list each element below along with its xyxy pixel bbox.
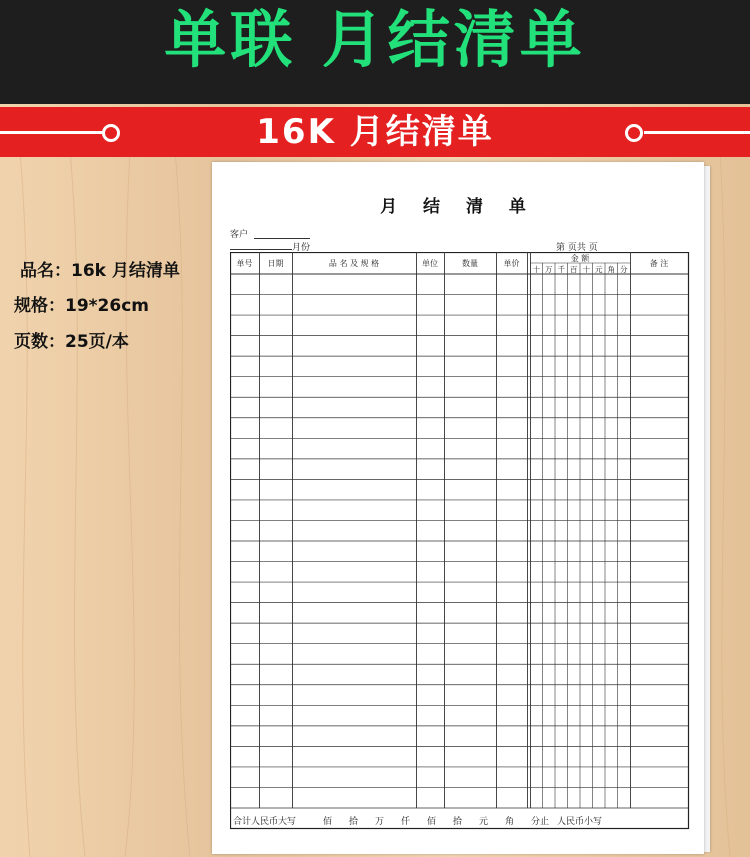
amount-digit-3: 百 — [570, 265, 578, 274]
banner-headline: 单联 月结清单 — [164, 3, 586, 76]
amount-digit-5: 元 — [595, 265, 603, 274]
footer-unit-1: 拾 — [349, 817, 359, 827]
footer-unit-7: 角 — [505, 817, 515, 827]
footer-unit-3: 仟 — [401, 817, 411, 827]
form-grid — [230, 252, 690, 830]
header-cell-4: 数量 — [462, 259, 478, 268]
footer-unit-6: 元 — [479, 817, 489, 827]
spec-size: 规格：19*26cm — [14, 296, 149, 316]
footer-unit-0: 佰 — [323, 817, 333, 827]
footer-total-label: 合计人民币大写 — [233, 817, 297, 827]
page-label: 第 页共 页 — [556, 243, 598, 253]
month-underline — [230, 249, 292, 250]
header-cell-2: 品 名 及 规 格 — [328, 259, 380, 268]
amount-digit-4: 十 — [582, 265, 590, 274]
amount-digit-6: 角 — [607, 265, 615, 274]
header-cell-3: 单位 — [422, 259, 438, 268]
amount-digit-7: 分 — [620, 265, 628, 274]
customer-label: 客户 — [230, 230, 249, 240]
remark-header: 备 注 — [649, 259, 669, 268]
header-cell-0: 单号 — [236, 259, 253, 268]
form-sheet — [212, 162, 704, 854]
grid-frame — [231, 253, 689, 829]
amount-digit-1: 万 — [545, 265, 553, 274]
amount-digit-2: 千 — [557, 265, 565, 274]
spec-product-name: 品名：16k 月结清单 — [20, 261, 180, 281]
footer-unit-5: 拾 — [453, 817, 463, 827]
amount-digit-0: 十 — [532, 265, 540, 274]
month-label: 月份 — [292, 243, 311, 253]
spec-pages: 页数：25页/本 — [14, 332, 129, 352]
footer-small-label: 人民币小写 — [557, 817, 603, 827]
form-title: 月 结 清 单 — [380, 197, 536, 217]
customer-underline — [254, 238, 310, 239]
red-band-title: 16K 月结清单 — [256, 112, 494, 152]
header-cell-1: 日期 — [267, 259, 284, 268]
header-cell-5: 单价 — [503, 259, 520, 268]
amount-header: 金 额 — [570, 254, 590, 263]
footer-unit-8: 分止 — [531, 817, 550, 827]
footer-unit-4: 佰 — [427, 817, 437, 827]
footer-unit-2: 万 — [375, 817, 385, 827]
